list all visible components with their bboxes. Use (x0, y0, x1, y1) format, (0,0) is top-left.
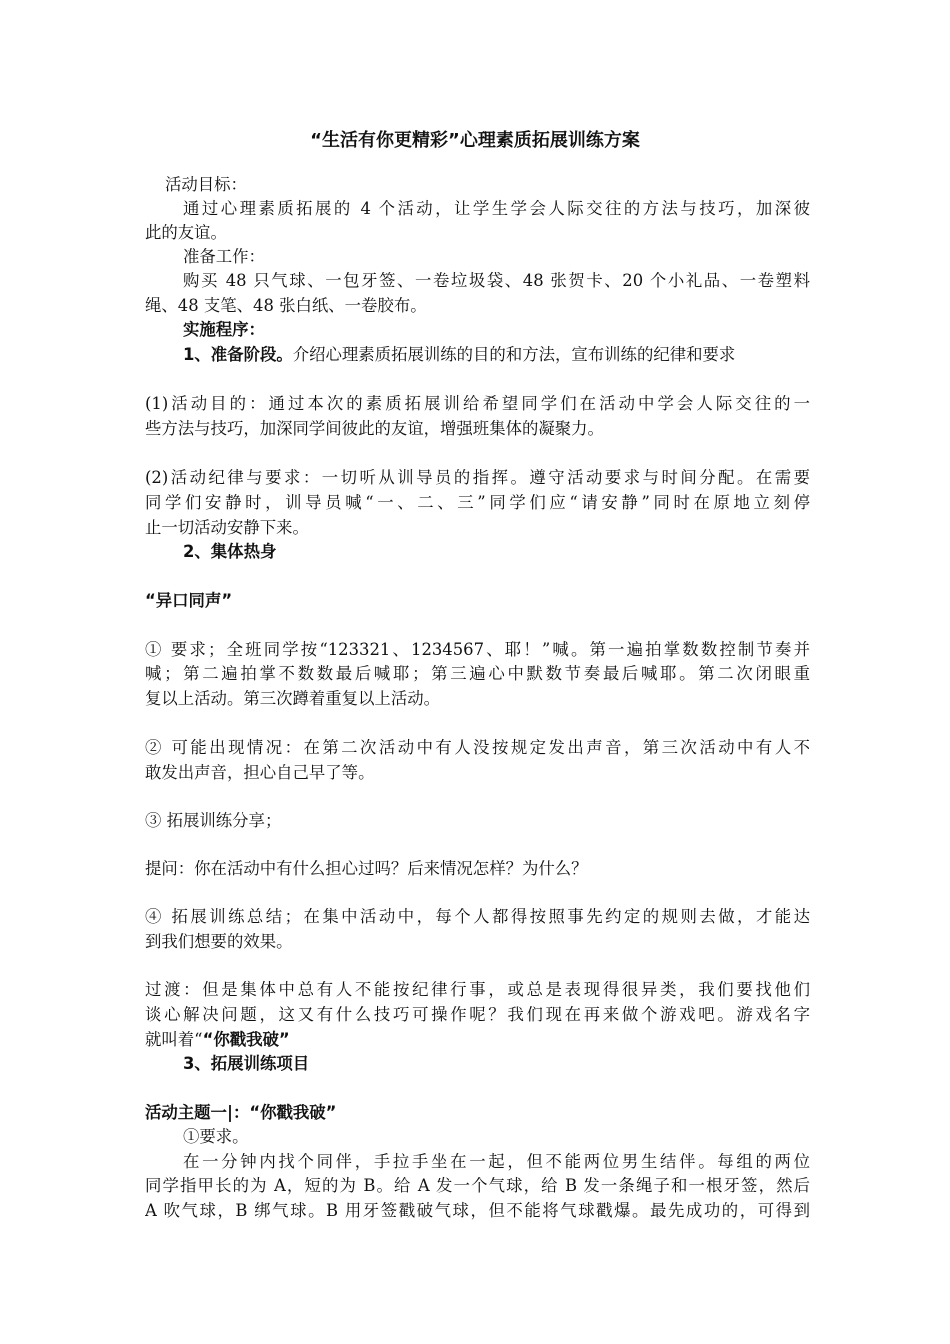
stage1-label: 1、准备阶段。 (183, 345, 293, 364)
stage1-text: 介绍心理素质拓展训练的目的和方法，宣布训练的纪律和要求 (292, 345, 736, 364)
possible-line-1: ② 可能出现情况：在第二次活动中有人没按规定发出声音，第三次活动中有人不 (145, 738, 810, 757)
document-title: “生活有你更精彩”心理素质拓展训练方案 (310, 130, 640, 151)
prep-heading: 准备工作： (183, 247, 265, 266)
goal-heading: 活动目标： (165, 175, 247, 194)
rules-line-2: 同学们安静时，训导员喊“一、二、三”同学们应“请安静”同时在原地立刻停 (145, 493, 810, 512)
rules-line-3: 止一切活动安静下来。 (145, 518, 309, 537)
possible-line-2: 敢发出声音，担心自己早了等。 (145, 763, 375, 782)
requirement-line-1: ① 要求；全班同学按“123321、1234567、耶！”喊。第一遍拍掌数数控制节奏并 (145, 640, 810, 659)
transition-line-2: 谈心解决问题，这又有什么技巧可操作呢？我们现在再来做个游戏吧。游戏名字 (145, 1005, 810, 1024)
transition-line-3-text: 就叫着“ (145, 1030, 203, 1049)
question-line: 提问：你在活动中有什么担心过吗？后来情况怎样？为什么？ (145, 859, 588, 878)
stage1-line (183, 343, 810, 367)
stage3-heading: 3、拓展训练项目 (183, 1054, 310, 1073)
goal-text-line-2: 此的友谊。 (145, 223, 227, 242)
stage2-heading: 2、集体热身 (183, 542, 277, 561)
purpose-line-1: (1)活动目的：通过本次的素质拓展训给希望同学们在活动中学会人际交往的一 (145, 394, 810, 413)
summary-line-1: ④ 拓展训练总结；在集中活动中，每个人都得按照事先约定的规则去做，才能达 (145, 907, 810, 926)
theme1-heading: 活动主题一|：“你戳我破” (145, 1103, 337, 1122)
goal-text-line-1: 通过心理素质拓展的 4 个活动，让学生学会人际交往的方法与技巧，加深彼 (183, 199, 810, 218)
requirement-heading: ①要求。 (183, 1127, 249, 1146)
transition-line-1: 过渡：但是集体中总有人不能按纪律行事，或总是表现得很异类，我们要找他们 (145, 980, 810, 999)
prep-text-line-1: 购买 48 只气球、一包牙签、一卷垃圾袋、48 张贺卡、20 个小礼品、一卷塑料 (183, 271, 810, 290)
task-line-3: A 吹气球，B 绑气球。B 用牙签戳破气球，但不能将气球戳爆。最先成功的，可得到 (145, 1201, 810, 1220)
procedure-heading: 实施程序： (183, 320, 265, 339)
requirement-line-2: 喊；第二遍拍掌不数数最后喊耶；第三遍心中默数节奏最后喊耶。第二次闭眼重 (145, 664, 810, 683)
requirement-line-3: 复以上活动。第三次蹲着重复以上活动。 (145, 689, 441, 708)
transition-line-3 (145, 1028, 810, 1052)
prep-text-line-2: 绳、48 支笔、48 张白纸、一卷胶布。 (145, 296, 427, 315)
rules-line-1: (2)活动纪律与要求：一切听从训导员的指挥。遵守活动要求与时间分配。在需要 (145, 468, 810, 487)
game2-name: “你戳我破” (202, 1030, 290, 1049)
summary-line-2: 到我们想要的效果。 (145, 932, 293, 951)
share-line: ③ 拓展训练分享； (145, 811, 282, 830)
task-line-2: 同学指甲长的为 A，短的为 B。给 A 发一个气球，给 B 发一条绳子和一根牙签，然后 (145, 1176, 810, 1195)
purpose-line-2: 些方法与技巧，加深同学间彼此的友谊，增强班集体的凝聚力。 (145, 419, 604, 438)
task-line-1: 在一分钟内找个同伴，手拉手坐在一起，但不能两位男生结伴。每组的两位 (183, 1152, 810, 1171)
game1-title: “异口同声” (145, 591, 233, 610)
